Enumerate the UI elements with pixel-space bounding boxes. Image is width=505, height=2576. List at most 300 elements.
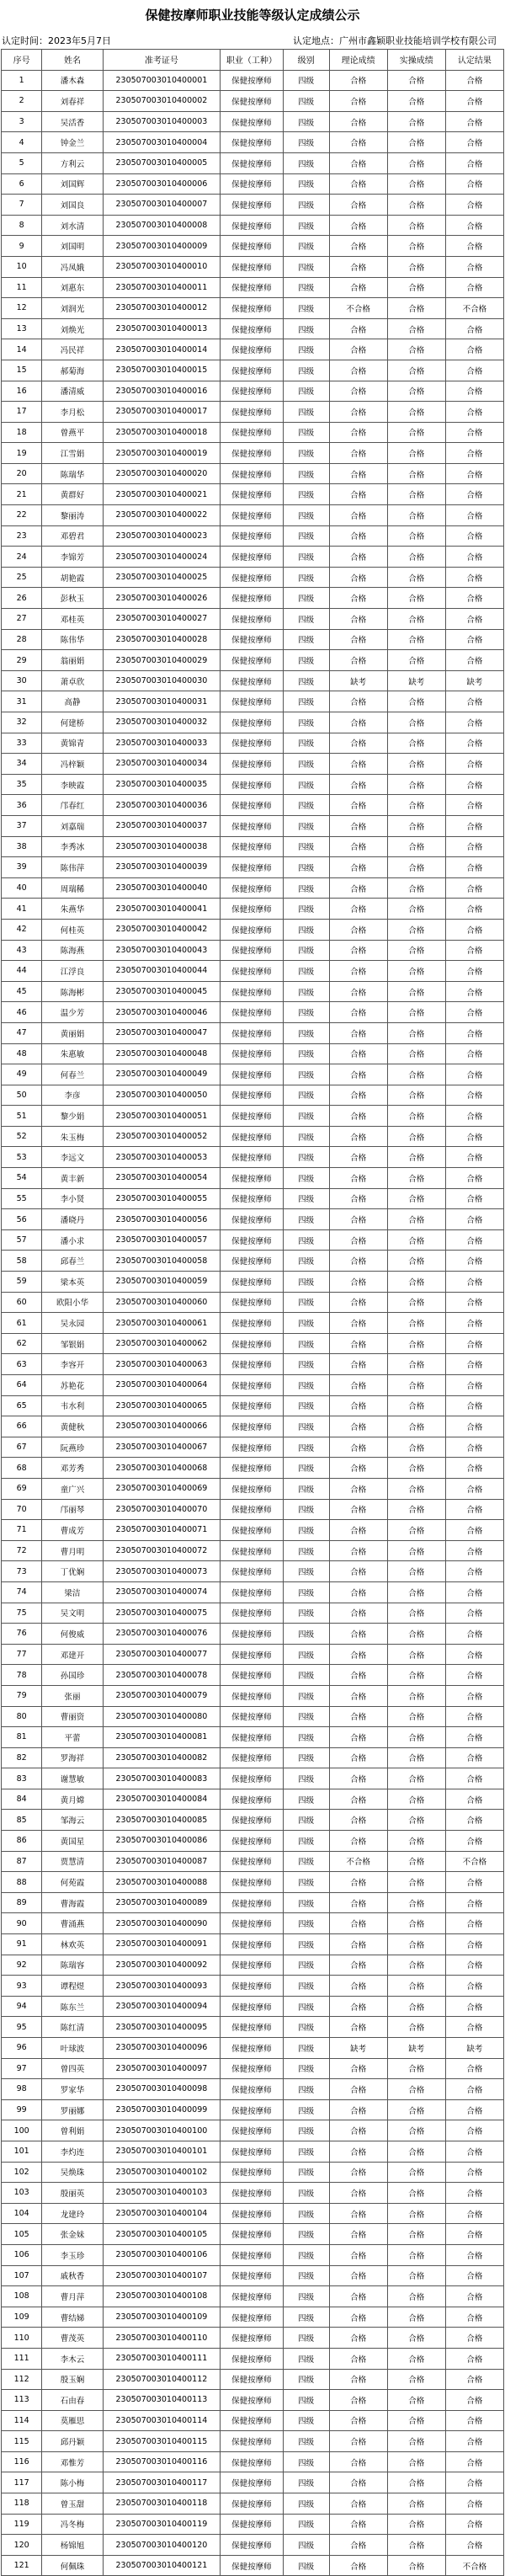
cell-index: 81	[2, 1727, 42, 1748]
cell-level: 四级	[283, 1976, 329, 1997]
cell-index: 89	[2, 1892, 42, 1913]
cell-level: 四级	[283, 2183, 329, 2204]
cell-level: 四级	[283, 815, 329, 836]
cell-name: 陈伟华	[42, 629, 103, 650]
cell-ticket: 230507003010400104	[103, 2203, 220, 2224]
cell-theory: 合格	[329, 940, 387, 961]
cell-occupation: 保健按摩师	[221, 215, 284, 236]
cell-practical: 合格	[387, 1126, 445, 1147]
cell-practical: 合格	[387, 173, 445, 195]
cell-ticket: 230507003010400108	[103, 2286, 220, 2307]
table-row	[2, 1002, 504, 1023]
cell-theory: 合格	[329, 629, 387, 650]
cell-result: 合格	[445, 1064, 503, 1085]
cell-ticket: 230507003010400016	[103, 381, 220, 402]
cell-practical: 合格	[387, 2555, 445, 2576]
cell-name: 殷丽英	[42, 2183, 103, 2204]
cell-level: 四级	[283, 1354, 329, 1375]
cell-theory: 合格	[329, 318, 387, 339]
cell-name: 刘嘉瑞	[42, 815, 103, 836]
cell-occupation: 保健按摩师	[221, 70, 284, 91]
cell-practical: 合格	[387, 1520, 445, 1541]
cell-ticket: 230507003010400003	[103, 111, 220, 132]
cell-ticket: 230507003010400052	[103, 1126, 220, 1147]
cell-result: 合格	[445, 1892, 503, 1913]
table-row	[2, 381, 504, 402]
cell-occupation: 保健按摩师	[221, 1747, 284, 1768]
cell-name: 李木云	[42, 2348, 103, 2369]
table-row	[2, 2120, 504, 2141]
cell-ticket: 230507003010400118	[103, 2493, 220, 2515]
cell-occupation: 保健按摩师	[221, 1354, 284, 1375]
cell-theory: 合格	[329, 152, 387, 173]
cell-index: 113	[2, 2390, 42, 2411]
cell-practical: 合格	[387, 815, 445, 836]
cell-result: 合格	[445, 1499, 503, 1520]
cell-practical: 合格	[387, 236, 445, 257]
table-row	[2, 2017, 504, 2038]
cell-practical: 合格	[387, 940, 445, 961]
cell-name: 彭秋玉	[42, 588, 103, 609]
cell-ticket: 230507003010400027	[103, 609, 220, 630]
cell-level: 四级	[283, 940, 329, 961]
cell-occupation: 保健按摩师	[221, 836, 284, 857]
cell-name: 李映霞	[42, 774, 103, 795]
cell-occupation: 保健按摩师	[221, 1499, 284, 1520]
table-row	[2, 256, 504, 277]
cell-practical: 合格	[387, 1313, 445, 1334]
cell-occupation: 保健按摩师	[221, 2244, 284, 2265]
cell-name: 冯梓颖	[42, 754, 103, 775]
cell-name: 何俊威	[42, 1624, 103, 1645]
table-row	[2, 650, 504, 671]
cell-level: 四级	[283, 691, 329, 712]
cell-occupation: 保健按摩师	[221, 877, 284, 899]
cell-index: 106	[2, 2244, 42, 2265]
cell-practical: 合格	[387, 981, 445, 1002]
cell-level: 四级	[283, 2328, 329, 2349]
cell-theory: 合格	[329, 2328, 387, 2349]
table-row	[2, 1789, 504, 1810]
cell-ticket: 230507003010400099	[103, 2099, 220, 2120]
cell-practical: 合格	[387, 1955, 445, 1976]
cell-occupation: 保健按摩师	[221, 567, 284, 588]
cell-practical: 合格	[387, 795, 445, 816]
cell-level: 四级	[283, 2038, 329, 2059]
cell-ticket: 230507003010400084	[103, 1789, 220, 1810]
table-row	[2, 2244, 504, 2265]
table-row	[2, 2390, 504, 2411]
cell-ticket: 230507003010400096	[103, 2038, 220, 2059]
cell-theory: 合格	[329, 1375, 387, 1396]
cell-index: 70	[2, 1499, 42, 1520]
cell-name: 吴焕珠	[42, 2162, 103, 2183]
cell-index: 26	[2, 588, 42, 609]
cell-result: 合格	[445, 1934, 503, 1955]
cell-occupation: 保健按摩师	[221, 774, 284, 795]
cell-ticket: 230507003010400110	[103, 2328, 220, 2349]
cell-name: 钟金兰	[42, 132, 103, 153]
cell-occupation: 保健按摩师	[221, 1831, 284, 1852]
cell-theory: 合格	[329, 2079, 387, 2100]
cell-index: 95	[2, 2017, 42, 2038]
cell-level: 四级	[283, 1147, 329, 1168]
cell-index: 63	[2, 1354, 42, 1375]
cell-index: 43	[2, 940, 42, 961]
cell-name: 刘惠东	[42, 277, 103, 298]
cell-theory: 合格	[329, 1229, 387, 1251]
cell-theory: 合格	[329, 795, 387, 816]
cell-name: 邓芳秀	[42, 1458, 103, 1479]
cell-result: 合格	[445, 173, 503, 195]
cell-name: 曾燕平	[42, 422, 103, 443]
cell-level: 四级	[283, 2307, 329, 2328]
cell-theory: 合格	[329, 195, 387, 216]
cell-index: 97	[2, 2058, 42, 2079]
cell-practical: 合格	[387, 402, 445, 423]
cell-result: 合格	[445, 2244, 503, 2265]
table-row	[2, 857, 504, 878]
cell-ticket: 230507003010400020	[103, 463, 220, 484]
table-row	[2, 1333, 504, 1354]
cell-index: 41	[2, 899, 42, 920]
cell-ticket: 230507003010400113	[103, 2390, 220, 2411]
cell-practical: 合格	[387, 132, 445, 153]
cell-occupation: 保健按摩师	[221, 2099, 284, 2120]
table-row	[2, 609, 504, 630]
cell-level: 四级	[283, 2390, 329, 2411]
cell-name: 曹月明	[42, 1540, 103, 1561]
cell-occupation: 保健按摩师	[221, 1313, 284, 1334]
cell-occupation: 保健按摩师	[221, 1106, 284, 1127]
cell-name: 何苑霞	[42, 1872, 103, 1893]
cell-result: 合格	[445, 1706, 503, 1727]
cell-level: 四级	[283, 2286, 329, 2307]
cell-occupation: 保健按摩师	[221, 899, 284, 920]
cell-level: 四级	[283, 1665, 329, 1686]
cell-name: 陈海燕	[42, 940, 103, 961]
cell-theory: 合格	[329, 1520, 387, 1541]
cell-practical: 合格	[387, 836, 445, 857]
cell-index: 16	[2, 381, 42, 402]
cell-name: 孙国珍	[42, 1665, 103, 1686]
table-row	[2, 1561, 504, 1582]
cell-occupation: 保健按摩师	[221, 733, 284, 754]
cell-name: 邝春红	[42, 795, 103, 816]
cell-theory: 合格	[329, 857, 387, 878]
table-row	[2, 1229, 504, 1251]
cell-result: 合格	[445, 1313, 503, 1334]
cell-practical: 合格	[387, 2079, 445, 2100]
cell-name: 黄丰新	[42, 1168, 103, 1189]
cell-level: 四级	[283, 1561, 329, 1582]
cell-result: 合格	[445, 650, 503, 671]
cell-occupation: 保健按摩师	[221, 2017, 284, 2038]
cell-theory: 合格	[329, 1789, 387, 1810]
cell-ticket: 230507003010400102	[103, 2162, 220, 2183]
cell-name: 邹海云	[42, 1810, 103, 1831]
cell-level: 四级	[283, 318, 329, 339]
cell-level: 四级	[283, 173, 329, 195]
exam-date: 认定时间：2023年5月7日	[2, 35, 111, 46]
cell-name: 平蕾	[42, 1727, 103, 1748]
cell-practical: 合格	[387, 463, 445, 484]
cell-ticket: 230507003010400105	[103, 2224, 220, 2245]
cell-level: 四级	[283, 2410, 329, 2431]
cell-theory: 合格	[329, 1624, 387, 1645]
cell-level: 四级	[283, 1437, 329, 1458]
cell-ticket: 230507003010400053	[103, 1147, 220, 1168]
cell-index: 42	[2, 919, 42, 940]
cell-level: 四级	[283, 70, 329, 91]
cell-level: 四级	[283, 1706, 329, 1727]
cell-theory: 合格	[329, 2224, 387, 2245]
cell-level: 四级	[283, 1043, 329, 1064]
cell-index: 53	[2, 1147, 42, 1168]
cell-index: 64	[2, 1375, 42, 1396]
cell-result: 合格	[445, 857, 503, 878]
cell-name: 何佩珠	[42, 2555, 103, 2576]
table-row	[2, 1168, 504, 1189]
cell-ticket: 230507003010400013	[103, 318, 220, 339]
cell-practical: 合格	[387, 443, 445, 464]
cell-level: 四级	[283, 1624, 329, 1645]
cell-occupation: 保健按摩师	[221, 1789, 284, 1810]
cell-theory: 合格	[329, 1644, 387, 1665]
cell-theory: 合格	[329, 1913, 387, 1934]
cell-theory: 合格	[329, 547, 387, 568]
table-row	[2, 1913, 504, 1934]
cell-practical: 合格	[387, 1581, 445, 1603]
cell-level: 四级	[283, 215, 329, 236]
cell-occupation: 保健按摩师	[221, 1416, 284, 1437]
cell-result: 合格	[445, 1333, 503, 1354]
cell-practical: 合格	[387, 1706, 445, 1727]
cell-result: 合格	[445, 381, 503, 402]
table-row	[2, 815, 504, 836]
cell-ticket: 230507003010400087	[103, 1851, 220, 1872]
cell-index: 18	[2, 422, 42, 443]
cell-level: 四级	[283, 547, 329, 568]
cell-index: 84	[2, 1789, 42, 1810]
cell-ticket: 230507003010400111	[103, 2348, 220, 2369]
table-row	[2, 277, 504, 298]
cell-name: 李小贤	[42, 1188, 103, 1209]
cell-index: 2	[2, 91, 42, 112]
cell-index: 11	[2, 277, 42, 298]
table-row	[2, 1064, 504, 1085]
cell-theory: 合格	[329, 2183, 387, 2204]
cell-theory: 合格	[329, 1416, 387, 1437]
cell-practical: 合格	[387, 1147, 445, 1168]
cell-index: 14	[2, 339, 42, 360]
cell-practical: 合格	[387, 1251, 445, 1272]
cell-theory: 合格	[329, 1333, 387, 1354]
cell-name: 潘晓丹	[42, 1209, 103, 1230]
cell-occupation: 保健按摩师	[221, 1188, 284, 1209]
cell-ticket: 230507003010400028	[103, 629, 220, 650]
cell-theory: 合格	[329, 1685, 387, 1706]
cell-theory: 合格	[329, 899, 387, 920]
cell-level: 四级	[283, 1064, 329, 1085]
cell-level: 四级	[283, 2348, 329, 2369]
cell-theory: 合格	[329, 360, 387, 381]
cell-result: 合格	[445, 1147, 503, 1168]
cell-ticket: 230507003010400039	[103, 857, 220, 878]
cell-level: 四级	[283, 981, 329, 1002]
cell-ticket: 230507003010400031	[103, 691, 220, 712]
cell-occupation: 保健按摩师	[221, 505, 284, 526]
cell-occupation: 保健按摩师	[221, 1458, 284, 1479]
table-row	[2, 2162, 504, 2183]
cell-theory: 合格	[329, 2535, 387, 2556]
cell-ticket: 230507003010400075	[103, 1603, 220, 1624]
cell-index: 86	[2, 1831, 42, 1852]
cell-index: 39	[2, 857, 42, 878]
cell-theory: 合格	[329, 1727, 387, 1748]
cell-theory: 合格	[329, 256, 387, 277]
cell-practical: 合格	[387, 733, 445, 754]
cell-level: 四级	[283, 1478, 329, 1499]
table-row	[2, 1603, 504, 1624]
cell-name: 梁本英	[42, 1272, 103, 1293]
cell-occupation: 保健按摩师	[221, 795, 284, 816]
cell-ticket: 230507003010400043	[103, 940, 220, 961]
cell-index: 44	[2, 961, 42, 982]
cell-level: 四级	[283, 2265, 329, 2286]
header-ticket: 准考证号	[103, 50, 220, 71]
cell-theory: 合格	[329, 1064, 387, 1085]
table-row	[2, 1831, 504, 1852]
cell-ticket: 230507003010400040	[103, 877, 220, 899]
cell-occupation: 保健按摩师	[221, 1603, 284, 1624]
cell-name: 曾利娟	[42, 2120, 103, 2141]
cell-practical: 合格	[387, 1499, 445, 1520]
cell-result: 合格	[445, 2224, 503, 2245]
cell-level: 四级	[283, 1810, 329, 1831]
cell-level: 四级	[283, 256, 329, 277]
cell-index: 8	[2, 215, 42, 236]
cell-name: 何春兰	[42, 1064, 103, 1085]
cell-level: 四级	[283, 2058, 329, 2079]
cell-occupation: 保健按摩师	[221, 2493, 284, 2515]
table-row	[2, 463, 504, 484]
cell-occupation: 保健按摩师	[221, 1872, 284, 1893]
cell-theory: 合格	[329, 2348, 387, 2369]
cell-index: 29	[2, 650, 42, 671]
cell-index: 120	[2, 2535, 42, 2556]
cell-ticket: 230507003010400034	[103, 754, 220, 775]
cell-occupation: 保健按摩师	[221, 1644, 284, 1665]
cell-index: 46	[2, 1002, 42, 1023]
cell-occupation: 保健按摩师	[221, 2265, 284, 2286]
cell-occupation: 保健按摩师	[221, 1168, 284, 1189]
cell-ticket: 230507003010400077	[103, 1644, 220, 1665]
cell-index: 98	[2, 2079, 42, 2100]
cell-ticket: 230507003010400019	[103, 443, 220, 464]
cell-result: 合格	[445, 1416, 503, 1437]
table-row	[2, 173, 504, 195]
cell-name: 周瑞稀	[42, 877, 103, 899]
cell-theory: 合格	[329, 2017, 387, 2038]
cell-occupation: 保健按摩师	[221, 1520, 284, 1541]
cell-practical: 合格	[387, 919, 445, 940]
cell-index: 88	[2, 1872, 42, 1893]
cell-index: 77	[2, 1644, 42, 1665]
cell-occupation: 保健按摩师	[221, 422, 284, 443]
cell-name: 谭程煜	[42, 1976, 103, 1997]
cell-result: 合格	[445, 152, 503, 173]
cell-theory: 合格	[329, 567, 387, 588]
cell-ticket: 230507003010400116	[103, 2451, 220, 2472]
cell-name: 罗海祥	[42, 1747, 103, 1768]
cell-result: 合格	[445, 215, 503, 236]
cell-ticket: 230507003010400030	[103, 670, 220, 691]
cell-result: 合格	[445, 940, 503, 961]
cell-level: 四级	[283, 1085, 329, 1106]
cell-ticket: 230507003010400044	[103, 961, 220, 982]
cell-occupation: 保健按摩师	[221, 2079, 284, 2100]
cell-level: 四级	[283, 1499, 329, 1520]
table-row	[2, 2286, 504, 2307]
cell-practical: 合格	[387, 1872, 445, 1893]
table-row	[2, 1706, 504, 1727]
cell-theory: 合格	[329, 981, 387, 1002]
cell-name: 黎少娟	[42, 1106, 103, 1127]
table-row	[2, 1313, 504, 1334]
cell-theory: 合格	[329, 815, 387, 836]
cell-theory: 缺考	[329, 2038, 387, 2059]
cell-ticket: 230507003010400106	[103, 2244, 220, 2265]
cell-result: 合格	[445, 1831, 503, 1852]
cell-ticket: 230507003010400050	[103, 1085, 220, 1106]
cell-ticket: 230507003010400078	[103, 1665, 220, 1686]
cell-name: 李容开	[42, 1354, 103, 1375]
cell-level: 四级	[283, 2451, 329, 2472]
cell-index: 111	[2, 2348, 42, 2369]
cell-name: 石由春	[42, 2390, 103, 2411]
cell-occupation: 保健按摩师	[221, 256, 284, 277]
cell-practical: 合格	[387, 422, 445, 443]
table-row	[2, 1996, 504, 2017]
cell-theory: 合格	[329, 733, 387, 754]
cell-name: 冯民祥	[42, 339, 103, 360]
cell-practical: 合格	[387, 2286, 445, 2307]
cell-occupation: 保健按摩师	[221, 2203, 284, 2224]
cell-index: 57	[2, 1229, 42, 1251]
cell-theory: 合格	[329, 70, 387, 91]
cell-result: 合格	[445, 2431, 503, 2452]
cell-theory: 合格	[329, 1478, 387, 1499]
cell-occupation: 保健按摩师	[221, 2535, 284, 2556]
cell-level: 四级	[283, 857, 329, 878]
cell-result: 合格	[445, 1229, 503, 1251]
cell-practical: 合格	[387, 1996, 445, 2017]
cell-index: 94	[2, 1996, 42, 2017]
cell-theory: 合格	[329, 1168, 387, 1189]
cell-ticket: 230507003010400112	[103, 2369, 220, 2390]
cell-name: 李秀冰	[42, 836, 103, 857]
cell-level: 四级	[283, 1126, 329, 1147]
cell-result: 合格	[445, 2079, 503, 2100]
cell-level: 四级	[283, 733, 329, 754]
cell-ticket: 230507003010400092	[103, 1955, 220, 1976]
cell-name: 邹银娟	[42, 1333, 103, 1354]
cell-index: 78	[2, 1665, 42, 1686]
cell-level: 四级	[283, 1540, 329, 1561]
cell-theory: 合格	[329, 1251, 387, 1272]
cell-ticket: 230507003010400046	[103, 1002, 220, 1023]
